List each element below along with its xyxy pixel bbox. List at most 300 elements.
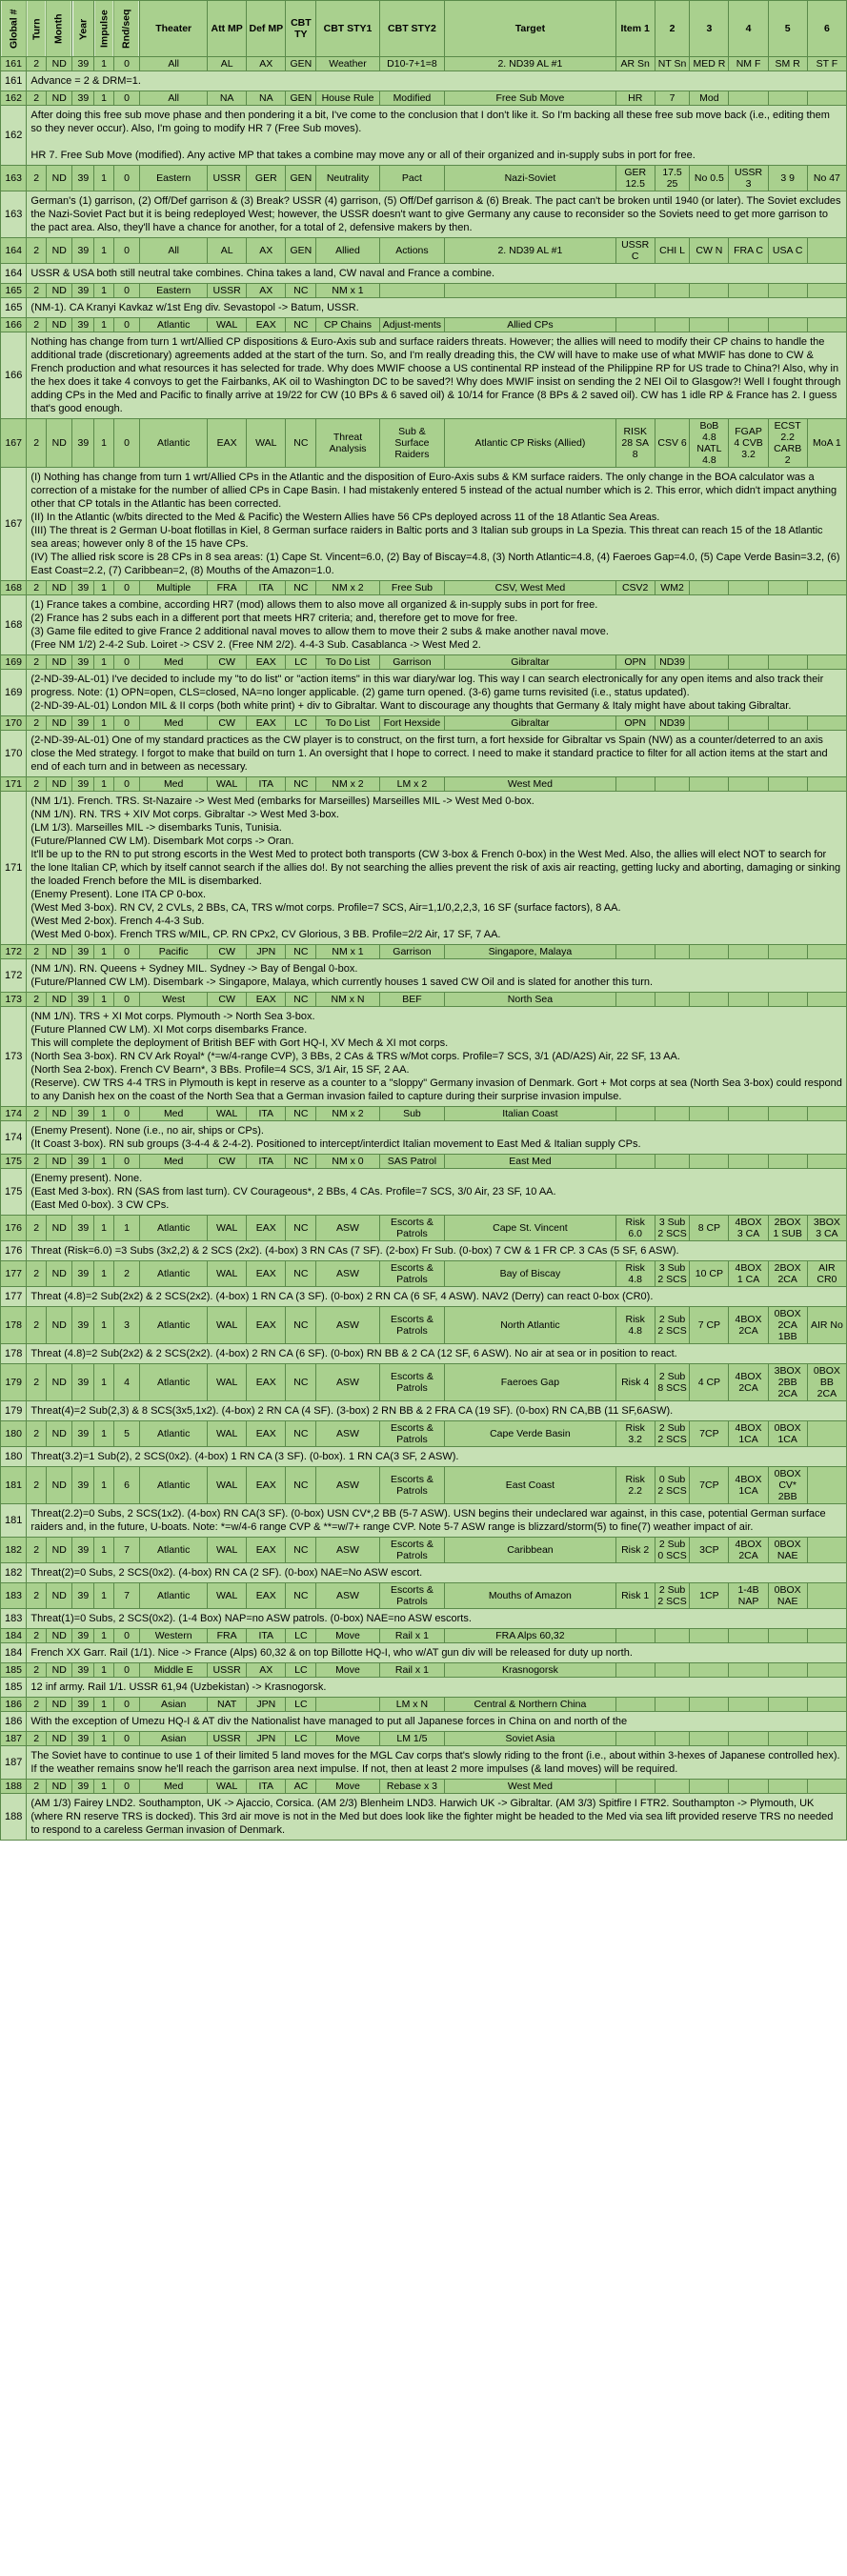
entry-cell[interactable]: 39 (72, 1216, 94, 1241)
entry-cell[interactable]: ST F (807, 57, 846, 71)
entry-cell[interactable]: Risk 2 (615, 1538, 655, 1563)
column-header[interactable]: 4 (729, 1, 768, 57)
entry-cell[interactable]: 39 (72, 993, 94, 1007)
entry-cell[interactable] (768, 1107, 807, 1121)
entry-cell[interactable]: NC (286, 1538, 316, 1563)
entry-cell[interactable]: 1 (113, 1216, 139, 1241)
note-number-cell[interactable]: 177 (1, 1287, 27, 1307)
entry-cell[interactable]: NM F (729, 57, 768, 71)
entry-cell[interactable]: MED R (690, 57, 729, 71)
entry-cell[interactable]: WAL (208, 318, 247, 332)
note-number-cell[interactable]: 166 (1, 332, 27, 419)
entry-cell[interactable]: D10-7+1=8 (379, 57, 445, 71)
entry-cell[interactable]: 4BOX 2CA (729, 1307, 768, 1344)
entry-cell[interactable]: 2 (27, 1155, 47, 1169)
entry-cell[interactable]: 4 CP (690, 1364, 729, 1401)
entry-cell[interactable] (807, 1780, 846, 1794)
entry-cell[interactable]: NC (286, 1107, 316, 1121)
entry-cell[interactable]: House Rule (316, 91, 379, 106)
entry-cell[interactable]: Caribbean (445, 1538, 615, 1563)
entry-cell[interactable]: SM R (768, 57, 807, 71)
entry-cell[interactable]: 1 (94, 655, 114, 670)
entry-cell[interactable]: 2 (27, 1629, 47, 1643)
entry-cell[interactable] (729, 1107, 768, 1121)
note-number-cell[interactable]: 163 (1, 191, 27, 238)
entry-cell[interactable] (615, 1663, 655, 1678)
entry-cell[interactable]: ITA (247, 1780, 286, 1794)
entry-cell[interactable]: ND (46, 1364, 71, 1401)
entry-cell[interactable]: 1 (94, 1538, 114, 1563)
entry-cell[interactable] (768, 993, 807, 1007)
entry-cell[interactable] (768, 777, 807, 792)
entry-cell[interactable]: Eastern (140, 284, 208, 298)
entry-cell[interactable]: 3BOX 3 CA (807, 1216, 846, 1241)
entry-cell[interactable]: Mouths of Amazon (445, 1583, 615, 1609)
entry-cell[interactable]: To Do List (316, 655, 379, 670)
entry-cell[interactable]: WAL (208, 1107, 247, 1121)
entry-cell[interactable]: 0 (113, 1663, 139, 1678)
entry-cell[interactable] (768, 1155, 807, 1169)
entry-cell[interactable]: ND (46, 318, 71, 332)
note-number-cell[interactable]: 171 (1, 792, 27, 945)
entry-cell[interactable]: ND (46, 716, 71, 731)
entry-cell[interactable]: AX (247, 238, 286, 264)
entry-cell[interactable]: ND (46, 1629, 71, 1643)
entry-cell[interactable]: 1 (94, 945, 114, 959)
entry-cell[interactable]: 2. ND39 AL #1 (445, 238, 615, 264)
entry-cell[interactable]: USSR (208, 284, 247, 298)
entry-cell[interactable] (690, 1629, 729, 1643)
entry-cell[interactable]: BEF (379, 993, 445, 1007)
note-text-cell[interactable]: (1) France takes a combine, according HR7 (mod) allows them to also move all organized & in-supply subs in port for free. (2) France has 2 subs each in a different port that meets HR7 criteria; and, therefore get to move for free. (3) Game file edited to give France 2 additional naval moves to allow them to move their 2 subs & make another naval move. (Free NM 1/2) 2-4-2 Sub. Loiret -> CSV 2. (Free NM 2/2). 4-4-3 Sub. Casablanca -> West Med 2. (27, 595, 847, 655)
entry-cell[interactable] (690, 318, 729, 332)
entry-cell[interactable]: NM x 0 (316, 1155, 379, 1169)
entry-cell[interactable]: 0 (113, 581, 139, 595)
entry-cell[interactable]: SAS Patrol (379, 1155, 445, 1169)
entry-cell[interactable]: 1 (94, 1107, 114, 1121)
global-number-cell[interactable]: 183 (1, 1583, 27, 1609)
entry-cell[interactable]: CSV 6 (655, 419, 690, 468)
entry-cell[interactable]: ND (46, 166, 71, 191)
entry-cell[interactable]: West (140, 993, 208, 1007)
entry-cell[interactable]: LC (286, 1732, 316, 1746)
entry-cell[interactable]: USSR 3 (729, 166, 768, 191)
entry-cell[interactable] (655, 993, 690, 1007)
global-number-cell[interactable]: 188 (1, 1780, 27, 1794)
entry-cell[interactable]: 2 (27, 1467, 47, 1504)
entry-cell[interactable]: USSR (208, 1663, 247, 1678)
entry-cell[interactable]: Risk 6.0 (615, 1216, 655, 1241)
entry-cell[interactable] (729, 1732, 768, 1746)
entry-cell[interactable]: 1 (94, 581, 114, 595)
entry-cell[interactable]: 3 (113, 1307, 139, 1344)
entry-cell[interactable]: 2 Sub 8 SCS (655, 1364, 690, 1401)
note-number-cell[interactable]: 172 (1, 959, 27, 993)
entry-cell[interactable] (768, 1732, 807, 1746)
entry-cell[interactable]: GEN (286, 57, 316, 71)
entry-cell[interactable] (690, 284, 729, 298)
entry-cell[interactable]: Risk 4 (615, 1364, 655, 1401)
entry-cell[interactable]: EAX (208, 419, 247, 468)
global-number-cell[interactable]: 174 (1, 1107, 27, 1121)
entry-cell[interactable]: ND (46, 57, 71, 71)
entry-cell[interactable]: ND (46, 581, 71, 595)
entry-cell[interactable]: Escorts & Patrols (379, 1421, 445, 1447)
entry-cell[interactable]: Multiple (140, 581, 208, 595)
entry-cell[interactable]: ITA (247, 777, 286, 792)
note-text-cell[interactable]: Nothing has change from turn 1 wrt/Allied CP dispositions & Euro-Axis sub and surface raiders threats. However; the allies will need to modify their CP chains to handle the additional trade (discretionary) agreements added at the start of the turn. So, and I'm really dreading this, the CW will have to make use of what MWIF has done to CW & French production and what resources it has selected for trade. Why does MWIF choose a US continental RP instead of the Philippine RP for US trade to China?! Also, why in the hex does it take 4 convoys to get the Fairbanks, AK oil to Washington DC to be saved?! Why does MWIF insist on sending the 2 NEI Oil to Glasgow?! Well I fought through adding CPs in the Med and Pacific to finally arrive at 19/22 for CW (10 BPs & 6 saved oil) & 10/14 for France (8 BPs & 2 saved oil). CW has 1 idle RP & France has 2. I guess that's good enough. (27, 332, 847, 419)
entry-cell[interactable]: Adjust-ments (379, 318, 445, 332)
entry-cell[interactable]: JPN (247, 945, 286, 959)
entry-cell[interactable]: 0BOX NAE (768, 1538, 807, 1563)
entry-cell[interactable]: NA (208, 91, 247, 106)
entry-cell[interactable]: ASW (316, 1467, 379, 1504)
entry-cell[interactable]: NC (286, 581, 316, 595)
entry-cell[interactable]: CW (208, 945, 247, 959)
entry-cell[interactable]: 2 Sub 0 SCS (655, 1538, 690, 1563)
entry-cell[interactable]: NC (286, 1467, 316, 1504)
entry-cell[interactable] (655, 1663, 690, 1678)
entry-cell[interactable]: AX (247, 284, 286, 298)
entry-cell[interactable] (768, 1663, 807, 1678)
entry-cell[interactable]: Actions (379, 238, 445, 264)
entry-cell[interactable] (690, 1155, 729, 1169)
entry-cell[interactable] (690, 655, 729, 670)
entry-cell[interactable] (655, 1780, 690, 1794)
column-header[interactable]: 5 (768, 1, 807, 57)
entry-cell[interactable]: ND (46, 655, 71, 670)
entry-cell[interactable]: 1 (94, 238, 114, 264)
entry-cell[interactable]: 0 (113, 777, 139, 792)
entry-cell[interactable]: CP Chains (316, 318, 379, 332)
entry-cell[interactable]: WAL (208, 1364, 247, 1401)
entry-cell[interactable]: WAL (208, 1780, 247, 1794)
entry-cell[interactable]: 7 (113, 1538, 139, 1563)
entry-cell[interactable] (729, 581, 768, 595)
entry-cell[interactable]: LM 1/5 (379, 1732, 445, 1746)
entry-cell[interactable]: HR (615, 91, 655, 106)
entry-cell[interactable]: 0 (113, 91, 139, 106)
entry-cell[interactable]: 0 (113, 1698, 139, 1712)
entry-cell[interactable]: 1 (94, 1216, 114, 1241)
column-header[interactable]: 6 (807, 1, 846, 57)
entry-cell[interactable] (655, 945, 690, 959)
entry-cell[interactable]: Escorts & Patrols (379, 1364, 445, 1401)
entry-cell[interactable]: GEN (286, 238, 316, 264)
entry-cell[interactable]: Atlantic (140, 419, 208, 468)
entry-cell[interactable]: ND (46, 1307, 71, 1344)
entry-cell[interactable]: 1-4B NAP (729, 1583, 768, 1609)
entry-cell[interactable]: 0 (113, 318, 139, 332)
entry-cell[interactable]: EAX (247, 655, 286, 670)
entry-cell[interactable]: 2 (27, 1364, 47, 1401)
entry-cell[interactable]: 1 (94, 1698, 114, 1712)
entry-cell[interactable]: WAL (208, 1261, 247, 1287)
entry-cell[interactable]: 1 (94, 57, 114, 71)
note-number-cell[interactable]: 187 (1, 1746, 27, 1780)
entry-cell[interactable] (445, 284, 615, 298)
entry-cell[interactable] (615, 777, 655, 792)
note-text-cell[interactable]: Threat (4.8)=2 Sub(2x2) & 2 SCS(2x2). (4-box) 1 RN CA (3 SF). (0-box) 2 RN CA (6 SF, 4 ASW). NAV2 (Derry) can react 0-box (CR0). (27, 1287, 847, 1307)
entry-cell[interactable]: 5 (113, 1421, 139, 1447)
entry-cell[interactable]: 2 (27, 581, 47, 595)
entry-cell[interactable]: 2 (27, 318, 47, 332)
entry-cell[interactable]: Threat Analysis (316, 419, 379, 468)
entry-cell[interactable]: Mod (690, 91, 729, 106)
note-number-cell[interactable]: 182 (1, 1563, 27, 1583)
entry-cell[interactable]: 2 (27, 1261, 47, 1287)
entry-cell[interactable]: Modified (379, 91, 445, 106)
entry-cell[interactable]: 7CP (690, 1467, 729, 1504)
note-number-cell[interactable]: 164 (1, 264, 27, 284)
entry-cell[interactable]: 1 (94, 91, 114, 106)
entry-cell[interactable]: Move (316, 1732, 379, 1746)
entry-cell[interactable]: ASW (316, 1538, 379, 1563)
entry-cell[interactable]: 3 Sub 2 SCS (655, 1261, 690, 1287)
entry-cell[interactable]: 2 Sub 2 SCS (655, 1583, 690, 1609)
entry-cell[interactable]: ITA (247, 1155, 286, 1169)
entry-cell[interactable] (807, 581, 846, 595)
entry-cell[interactable]: 39 (72, 238, 94, 264)
entry-cell[interactable]: Sub & Surface Raiders (379, 419, 445, 468)
entry-cell[interactable]: CSV, West Med (445, 581, 615, 595)
entry-cell[interactable]: No 0.5 (690, 166, 729, 191)
entry-cell[interactable]: NC (286, 1583, 316, 1609)
entry-cell[interactable]: 2 (27, 1538, 47, 1563)
entry-cell[interactable]: 2 (27, 993, 47, 1007)
entry-cell[interactable] (690, 993, 729, 1007)
entry-cell[interactable]: 39 (72, 57, 94, 71)
note-text-cell[interactable]: Threat(2.2)=0 Subs, 2 SCS(1x2). (4-box) RN CA(3 SF). (0-box) USN CV*,2 BB (5-7 ASW). USN begins their undeclared war against, in this case, potential German surface raiders and, in the future, U-boats. Note: *=w/4-6 range CVP & **=w/7+ range CVP. Note 5-7 ASW range is blizzard/storm(5) to fine(7) weather impact of air. (27, 1504, 847, 1538)
global-number-cell[interactable]: 179 (1, 1364, 27, 1401)
note-text-cell[interactable]: (NM 1/N). TRS + XI Mot corps. Plymouth -> North Sea 3-box. (Future Planned CW LM). XI Mot corps disembarks France. This will complete the deployment of British BEF with Gort HQ-I, XV Mech & XI mot corps. (North Sea 3-box). RN CV Ark Royal* (*=w/4-range CVP), 3 BBs, 2 CAs & TRS w/Mot corps. Profile=7 SCS, 3/1 (AD/A2S) Air, 22 SF, 13 AA. (North Sea 2-box). French CV Bearn*, 3 BBs. Profile=4 SCS, 3/1 Air, 15 SF, 2 AA. (Reserve). CW TRS 4-4 TRS in Plymouth is kept in reserve as a counter to a "sloppy" Germany invasion of Denmark. Gort + Mot corps at sea (North Sea 3-box) could respond to any Danish hex on the coast of the North Sea that a German invasion failed to capture during their surprise invasion impulse. (27, 1007, 847, 1107)
entry-cell[interactable]: ND (46, 777, 71, 792)
column-header[interactable]: CBT STY2 (379, 1, 445, 57)
entry-cell[interactable] (807, 777, 846, 792)
entry-cell[interactable]: All (140, 238, 208, 264)
entry-cell[interactable]: 39 (72, 91, 94, 106)
entry-cell[interactable] (807, 716, 846, 731)
entry-cell[interactable]: CW (208, 716, 247, 731)
column-header[interactable]: CBT TY (286, 1, 316, 57)
entry-cell[interactable]: 1 (94, 166, 114, 191)
entry-cell[interactable]: GER (247, 166, 286, 191)
entry-cell[interactable]: Atlantic (140, 1467, 208, 1504)
entry-cell[interactable]: EAX (247, 1307, 286, 1344)
note-number-cell[interactable]: 169 (1, 670, 27, 716)
entry-cell[interactable]: 0 (113, 655, 139, 670)
entry-cell[interactable] (690, 945, 729, 959)
entry-cell[interactable]: GEN (286, 166, 316, 191)
global-number-cell[interactable]: 170 (1, 716, 27, 731)
entry-cell[interactable] (768, 1629, 807, 1643)
note-text-cell[interactable]: German's (1) garrison, (2) Off/Def garrison & (3) Break? USSR (4) garrison, (5) Off/Def garrison & (6) Break. The pact can't be broken until 1940 (or later). The Soviet excludes the Nazi-Soviet Pact but it is being redeployed West; however, the USSR doesn't want to give Germany any cause to reconsider so the Soviets need to get more garrison to the pact area. Also, they'll have a chance for another, for a total of 2, defensive makers by then. (27, 191, 847, 238)
entry-cell[interactable]: JPN (247, 1732, 286, 1746)
entry-cell[interactable]: Western (140, 1629, 208, 1643)
entry-cell[interactable]: USSR (208, 1732, 247, 1746)
entry-cell[interactable]: 3 9 (768, 166, 807, 191)
entry-cell[interactable] (807, 1467, 846, 1504)
entry-cell[interactable]: LC (286, 716, 316, 731)
global-number-cell[interactable]: 177 (1, 1261, 27, 1287)
column-header[interactable]: Def MP (247, 1, 286, 57)
entry-cell[interactable]: Weather (316, 57, 379, 71)
entry-cell[interactable]: NM x 2 (316, 777, 379, 792)
entry-cell[interactable]: Asian (140, 1698, 208, 1712)
entry-cell[interactable]: ND (46, 1583, 71, 1609)
entry-cell[interactable] (768, 1780, 807, 1794)
entry-cell[interactable]: USSR (208, 166, 247, 191)
entry-cell[interactable]: 0 (113, 284, 139, 298)
entry-cell[interactable]: ND39 (655, 655, 690, 670)
entry-cell[interactable]: CW (208, 655, 247, 670)
entry-cell[interactable]: 2 (27, 1421, 47, 1447)
entry-cell[interactable]: WAL (208, 1538, 247, 1563)
note-text-cell[interactable]: Threat(1)=0 Subs, 2 SCS(0x2). (1-4 Box) NAP=no ASW patrols. (0-box) NAE=no ASW escorts. (27, 1609, 847, 1629)
entry-cell[interactable]: 39 (72, 1538, 94, 1563)
global-number-cell[interactable]: 164 (1, 238, 27, 264)
entry-cell[interactable]: 0 (113, 419, 139, 468)
note-number-cell[interactable]: 184 (1, 1643, 27, 1663)
entry-cell[interactable]: Med (140, 777, 208, 792)
entry-cell[interactable]: 2 (27, 166, 47, 191)
entry-cell[interactable]: ND (46, 1538, 71, 1563)
entry-cell[interactable]: 1 (94, 1629, 114, 1643)
entry-cell[interactable]: 39 (72, 318, 94, 332)
entry-cell[interactable]: 2 (27, 91, 47, 106)
entry-cell[interactable]: NC (286, 777, 316, 792)
entry-cell[interactable] (729, 1663, 768, 1678)
column-header[interactable]: Theater (140, 1, 208, 57)
entry-cell[interactable]: West Med (445, 777, 615, 792)
entry-cell[interactable]: NT Sn (655, 57, 690, 71)
entry-cell[interactable]: Atlantic (140, 318, 208, 332)
column-header[interactable]: Turn (27, 1, 47, 57)
entry-cell[interactable]: NM x 1 (316, 945, 379, 959)
entry-cell[interactable] (768, 318, 807, 332)
entry-cell[interactable]: 2 (27, 655, 47, 670)
entry-cell[interactable]: FRA (208, 581, 247, 595)
entry-cell[interactable] (690, 1698, 729, 1712)
entry-cell[interactable]: Atlantic (140, 1583, 208, 1609)
entry-cell[interactable]: CHI L (655, 238, 690, 264)
entry-cell[interactable] (768, 284, 807, 298)
entry-cell[interactable]: Soviet Asia (445, 1732, 615, 1746)
entry-cell[interactable]: 1CP (690, 1583, 729, 1609)
global-number-cell[interactable]: 180 (1, 1421, 27, 1447)
global-number-cell[interactable]: 175 (1, 1155, 27, 1169)
global-number-cell[interactable]: 186 (1, 1698, 27, 1712)
entry-cell[interactable]: 17.5 25 (655, 166, 690, 191)
entry-cell[interactable]: 8 CP (690, 1216, 729, 1241)
entry-cell[interactable]: LC (286, 1698, 316, 1712)
entry-cell[interactable]: ND (46, 1155, 71, 1169)
note-text-cell[interactable]: Threat(2)=0 Subs, 2 SCS(0x2). (4-box) RN CA (2 SF). (0-box) NAE=No ASW escort. (27, 1563, 847, 1583)
entry-cell[interactable]: North Atlantic (445, 1307, 615, 1344)
entry-cell[interactable] (690, 1107, 729, 1121)
entry-cell[interactable] (768, 945, 807, 959)
entry-cell[interactable] (690, 1780, 729, 1794)
global-number-cell[interactable]: 161 (1, 57, 27, 71)
entry-cell[interactable]: CW N (690, 238, 729, 264)
entry-cell[interactable]: Rebase x 3 (379, 1780, 445, 1794)
note-text-cell[interactable]: (NM 1/N). RN. Queens + Sydney MIL. Sydney -> Bay of Bengal 0-box. (Future/Planned CW LM). Disembark -> Singapore, Malaya, which currently houses 1 saved CW Oil and is slated for another this turn. (27, 959, 847, 993)
entry-cell[interactable]: ND (46, 1261, 71, 1287)
entry-cell[interactable]: LM x N (379, 1698, 445, 1712)
entry-cell[interactable]: Fort Hexside (379, 716, 445, 731)
entry-cell[interactable]: 2 Sub 2 SCS (655, 1307, 690, 1344)
entry-cell[interactable]: 2 (27, 57, 47, 71)
entry-cell[interactable] (655, 1698, 690, 1712)
note-number-cell[interactable]: 161 (1, 71, 27, 91)
entry-cell[interactable]: ND (46, 238, 71, 264)
global-number-cell[interactable]: 172 (1, 945, 27, 959)
note-text-cell[interactable]: (NM-1). CA Kranyi Kavkaz w/1st Eng div. Sevastopol -> Batum, USSR. (27, 298, 847, 318)
entry-cell[interactable]: 2BOX 2CA (768, 1261, 807, 1287)
entry-cell[interactable]: 39 (72, 1663, 94, 1678)
entry-cell[interactable]: Atlantic CP Risks (Allied) (445, 419, 615, 468)
entry-cell[interactable]: 0BOX NAE (768, 1583, 807, 1609)
entry-cell[interactable]: 7CP (690, 1421, 729, 1447)
global-number-cell[interactable]: 173 (1, 993, 27, 1007)
entry-cell[interactable]: AIR CR0 (807, 1261, 846, 1287)
entry-cell[interactable]: West Med (445, 1780, 615, 1794)
entry-cell[interactable] (729, 318, 768, 332)
entry-cell[interactable]: 4BOX 1 CA (729, 1261, 768, 1287)
note-number-cell[interactable]: 179 (1, 1401, 27, 1421)
entry-cell[interactable]: 39 (72, 716, 94, 731)
entry-cell[interactable]: NM x 1 (316, 284, 379, 298)
entry-cell[interactable] (807, 655, 846, 670)
entry-cell[interactable]: 7 CP (690, 1307, 729, 1344)
column-header[interactable]: Rnd/seq (113, 1, 139, 57)
entry-cell[interactable]: 2 (113, 1261, 139, 1287)
entry-cell[interactable]: 39 (72, 284, 94, 298)
entry-cell[interactable]: 1 (94, 1732, 114, 1746)
entry-cell[interactable]: 1 (94, 1261, 114, 1287)
entry-cell[interactable]: EAX (247, 318, 286, 332)
entry-cell[interactable]: 2 (27, 716, 47, 731)
entry-cell[interactable]: ND (46, 1216, 71, 1241)
entry-cell[interactable]: Free Sub (379, 581, 445, 595)
entry-cell[interactable]: Escorts & Patrols (379, 1216, 445, 1241)
entry-cell[interactable]: Central & Northern China (445, 1698, 615, 1712)
entry-cell[interactable] (690, 716, 729, 731)
note-number-cell[interactable]: 174 (1, 1121, 27, 1155)
entry-cell[interactable]: Risk 1 (615, 1583, 655, 1609)
entry-cell[interactable] (690, 1663, 729, 1678)
global-number-cell[interactable]: 162 (1, 91, 27, 106)
entry-cell[interactable]: Move (316, 1663, 379, 1678)
entry-cell[interactable]: NAT (208, 1698, 247, 1712)
entry-cell[interactable] (615, 945, 655, 959)
note-text-cell[interactable]: French XX Garr. Rail (1/1). Nice -> France (Alps) 60,32 & on top Billotte HQ-I, who w/AT gun div will be released for duty up north. (27, 1643, 847, 1663)
note-number-cell[interactable]: 180 (1, 1447, 27, 1467)
note-number-cell[interactable]: 167 (1, 468, 27, 581)
entry-cell[interactable]: 39 (72, 1732, 94, 1746)
entry-cell[interactable]: Middle E (140, 1663, 208, 1678)
entry-cell[interactable] (807, 945, 846, 959)
entry-cell[interactable]: 0 (113, 57, 139, 71)
entry-cell[interactable]: MoA 1 (807, 419, 846, 468)
entry-cell[interactable]: 1 (94, 318, 114, 332)
entry-cell[interactable]: AR Sn (615, 57, 655, 71)
entry-cell[interactable]: FRA Alps 60,32 (445, 1629, 615, 1643)
entry-cell[interactable]: 1 (94, 993, 114, 1007)
entry-cell[interactable]: Krasnogorsk (445, 1663, 615, 1678)
entry-cell[interactable]: WAL (208, 1216, 247, 1241)
entry-cell[interactable]: 2 (27, 1216, 47, 1241)
